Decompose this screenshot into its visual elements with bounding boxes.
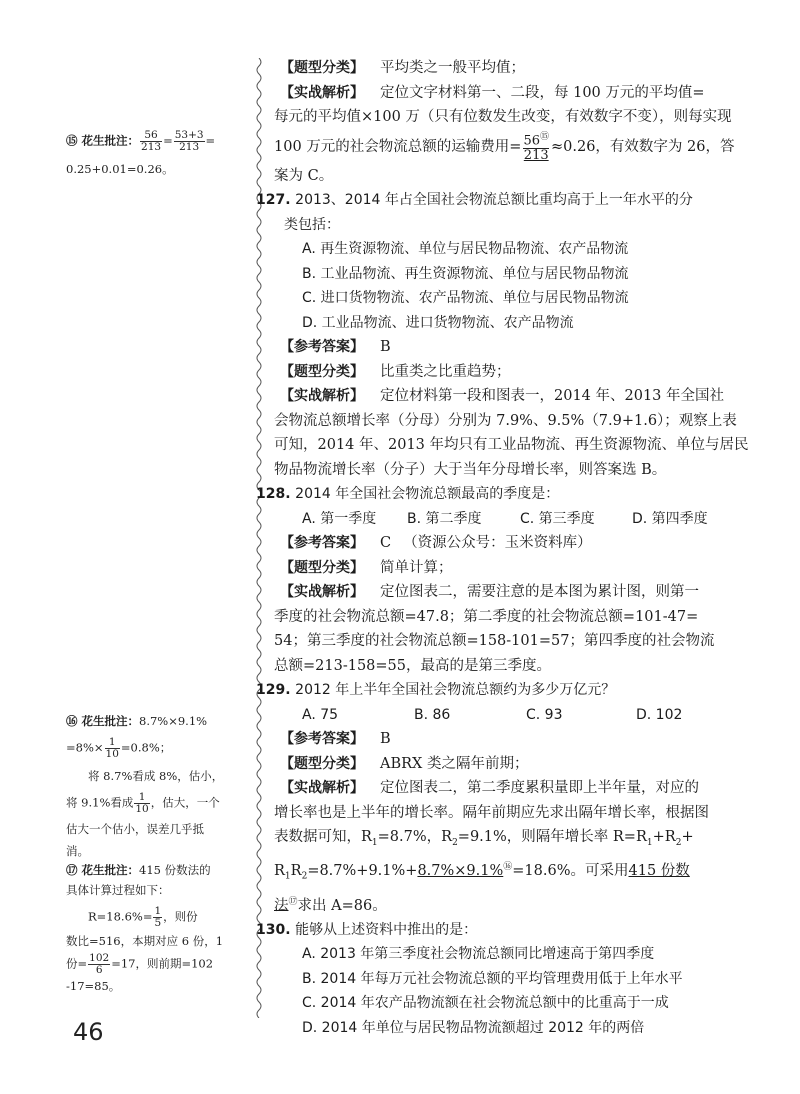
option-b: B. 第二季度 — [407, 510, 482, 527]
type-tag: 【题型分类】 — [280, 363, 364, 380]
intro-type-row: 【题型分类】 平均类之一般平均值； — [280, 60, 525, 76]
side-note-label: ⑰ 花生批注： — [66, 863, 140, 877]
fraction: $\frac{56}{213}$ — [141, 129, 162, 153]
option-c: C. 进口货物物流、农产品物流、单位与居民物品物流 — [302, 290, 629, 306]
option-d: D. 102 — [636, 706, 683, 723]
analysis-line: $R_1R_2=8.7\%+9.1\%+8.7\%\times 9.1\%^⑯=18.6\%$。可采用415 份数 — [274, 862, 690, 883]
analysis-line: 可知，2014 年、2013 年均只有工业品物流、再生资源物流、单位与居民 — [274, 437, 749, 453]
analysis-line: 表数据可知，$R_1=8.7\%$，$R_2=9.1\%$，则隔年增长率 $R=R_1+R_2+$ — [274, 829, 694, 848]
analysis-line: 每元的平均值×100 万（只有位数发生改变，有效数字不变），则每实现 — [274, 109, 732, 125]
option-a: A. 2013 年第三季度社会物流总额同比增速高于第四季度 — [302, 946, 655, 963]
option-c: C. 93 — [526, 706, 563, 723]
option-d: D. 2014 年单位与居民物品物流额超过 2012 年的两倍 — [302, 1019, 645, 1036]
option-a: A. 第一季度 — [302, 510, 377, 527]
analysis-line: 54；第三季度的社会物流总额=158-101=57；第四季度的社会物流 — [274, 633, 715, 649]
fraction: $\frac{1}{10}$ — [135, 791, 149, 815]
side-note-16: ⑯ 花生批注：8.7%×9.1% =8%× $\frac{1}{10}$ =0.8%； 将 8.7%看成 8%，估小， 将 9.1%看成 $\frac{1}{10}$ ，估大，一个 估大一个估小，误差几乎抵 消。 — [66, 714, 224, 858]
fraction: $\frac{56^⑮}{213}$ — [523, 132, 549, 163]
answer-tag: 【参考答案】 — [280, 339, 364, 355]
option-b: B. 工业品物流、再生资源物流、单位与居民物品物流 — [302, 265, 629, 282]
option-c: C. 第三季度 — [520, 510, 595, 527]
analysis-line-fraction: 100 万元的社会物流总额的运输费用= $\frac{56^⑮}{213}$ ≈0.26，有效数字为 26，答 — [274, 132, 735, 163]
option-d: D. 工业品物流、进口货物物流、农产品物流 — [302, 314, 574, 331]
side-note-17: ⑰ 花生批注：415 份数法的 具体计算过程如下： R=18.6%= $\frac{1}{5}$ ，则份 数比=516，本期对应 6 份，1 份= $\frac{102}{6}$ =17，则前期=102 -17=85。 — [66, 863, 224, 993]
option-a: A. 再生资源物流、单位与居民物品物流、农产品物流 — [302, 241, 629, 257]
question-128: 128. 2014 年全国社会物流总额最高的季度是： — [256, 486, 560, 502]
main-column: 【题型分类】 平均类之一般平均值； 【实战解析】 定位文字材料第一、二段，每 100 万元的平均值= 每元的平均值×100 万（只有位数发生改变，有效数字不变），则每实现 100 万元的社会物流总额的运输费用= $\frac{56^⑮}{213}$ ≈0.26，有效数字为 26，答 案为 C。 127. 2013、2014 年占全国社会物流总额比重均高于上一年水平的分 类包括： A. 再生资源物流、单位与居民物品物流、农产品物流 B. 工业品物流、再生资源物流、单位与居民物品物流 C. 进口货物物流、农产品物流、单位与居民物品物流 D. 工业品物流、进口货物物流、农产品物流 【参考答案】 B 【题型分类】 比重类之比重趋势； 【实战解析】 定位材料第一段和图表一，2014 年、2013 年全国社 会物流总额增长率（分母）分别为 7.9%、9.5%（7.9+1.6）；观察上表 可知，2014 年、2013 年均只有工业品物流、再生资源物流、单位与居民 物品物流增长率（分子）大于当年分母增长率，则答案选 B。 128. 2014 年全国社会物流总额最高的季度是： A. 第一季度 B. 第二季度 C. 第三季度 D. 第四季度 【参考答案】 C （资源公众号：玉米资料库） 【题型分类】 简单计算； 【实战解析】 定位图表二，需要注意的是本图为累计图，则第一 季度的社会物流总额=47.8；第二季度的社会物流总额=101-47= 54；第三季度的社会物流总额=158-101=57；第四季度的社会物流 总额=213-158=55，最高的是第三季度。 129. 2012 年上半年全国社会物流总额约为多少万亿元？ A. 75 B. 86 C. 93 D. 102 【参考答案】 B 【题型分类】 ABRX 类之隔年前期； 【实战解析】 定位图表二，第二季度累积量即上半年量，对应的 增长率也是上半年的增长率。隔年前期应先求出隔年增长率，根据图 表数据可知，$R_1=8.7\%$，$R_2=9.1\%$，则隔年增长率 $R=R_1+R_2+$ $R_1R_2=8.7\%+9.1\%+8.7\%\times 9.1\%^⑯=18.6\%$。可采用415 份数 法⑰求出 A=86。 130. 能够从上述资料中推出的是： A. 2013 年第三季度社会物流总额同比增速高于第四季度 B. 2014 年每万元社会物流总额的平均管理费用低于上年水平 C. 2014 年农产品物流额在社会物流总额中的比重高于一成 D. 2014 年单位与居民物品物流额超过 2012 年的两倍 — [272, 56, 762, 1040]
question-text: 类包括： — [284, 216, 340, 233]
options-row — [272, 703, 762, 728]
fraction: $\frac{1}{10}$ — [105, 736, 119, 760]
analysis-tag: 【实战解析】 — [280, 84, 364, 101]
analysis-line: 案为 C。 — [274, 167, 334, 184]
question-127: 127. 2013、2014 年占全国社会物流总额比重均高于上一年水平的分 — [256, 192, 693, 208]
fraction: $\frac{102}{6}$ — [89, 952, 110, 976]
option-d: D. 第四季度 — [632, 510, 708, 527]
side-note-15: ⑮ 花生批注： $\frac{56}{213}$ = $\frac{53+3}{213}$ = 0.25+0.01=0.26。 — [66, 130, 256, 179]
side-note-text: 0.25+0.01=0.26。 — [66, 162, 174, 176]
type-tag: 【题型分类】 — [280, 559, 364, 576]
option-c: C. 2014 年农产品物流额在社会物流总额中的比重高于一成 — [302, 995, 669, 1012]
answer-value: C — [380, 535, 392, 551]
options-row — [272, 507, 762, 532]
answer-value: B — [380, 339, 391, 355]
intro-analysis-row: 【实战解析】 定位文字材料第一、二段，每 100 万元的平均值= — [280, 84, 705, 101]
type-tag: 【题型分类】 — [280, 755, 364, 772]
analysis-tag: 【实战解析】 — [280, 780, 364, 796]
question-number: 130. — [256, 921, 291, 938]
side-note-label: ⑮ 花生批注： — [66, 133, 140, 148]
question-130: 130. 能够从上述资料中推出的是： — [256, 921, 478, 938]
answer-value: B — [380, 731, 391, 747]
type-tag: 【题型分类】 — [280, 60, 364, 76]
question-number: 129. — [256, 682, 291, 698]
option-a: A. 75 — [302, 706, 339, 723]
side-note-label: ⑯ 花生批注： — [66, 714, 140, 728]
analysis-line: 增长率也是上半年的增长率。隔年前期应先求出隔年增长率，根据图 — [274, 804, 709, 821]
analysis-line: 季度的社会物流总额=47.8；第二季度的社会物流总额=101-47= — [274, 608, 699, 625]
analysis-tag: 【实战解析】 — [280, 388, 364, 404]
question-129: 129. 2012 年上半年全国社会物流总额约为多少万亿元？ — [256, 682, 616, 698]
analysis-line: 会物流总额增长率（分母）分别为 7.9%、9.5%（7.9+1.6）；观察上表 — [274, 412, 737, 429]
answer-tag: 【参考答案】 — [280, 535, 364, 551]
question-number: 127. — [256, 192, 291, 208]
answer-tag: 【参考答案】 — [280, 731, 364, 747]
source-note: （资源公众号：玉米资料库） — [403, 535, 592, 551]
page-number: 46 — [73, 1018, 104, 1046]
option-b: B. 86 — [414, 706, 451, 723]
fraction: $\frac{1}{5}$ — [154, 905, 162, 929]
analysis-line: 物品物流增长率（分子）大于当年分母增长率，则答案选 B。 — [274, 461, 667, 478]
analysis-tag: 【实战解析】 — [280, 584, 364, 600]
fraction: $\frac{53+3}{213}$ — [174, 129, 204, 153]
analysis-line: 法⑰求出 A=86。 — [274, 896, 387, 914]
option-b: B. 2014 年每万元社会物流总额的平均管理费用低于上年水平 — [302, 970, 683, 987]
question-number: 128. — [256, 486, 291, 502]
analysis-line: 总额=213-158=55，最高的是第三季度。 — [274, 657, 551, 674]
